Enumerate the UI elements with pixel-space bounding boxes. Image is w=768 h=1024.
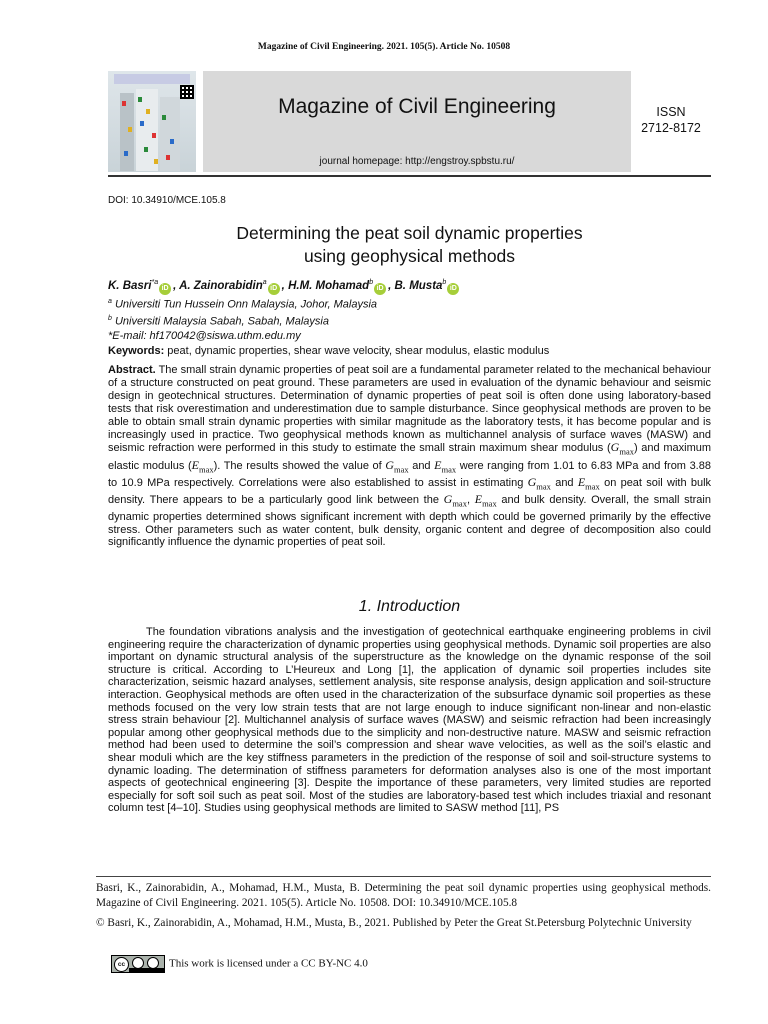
author-sup: a: [262, 279, 267, 286]
article-title: [108, 222, 711, 268]
license-text[interactable]: This work is licensed under a CC BY-NC 4.0: [169, 957, 368, 970]
author-sup: b: [369, 279, 374, 286]
journal-homepage[interactable]: journal homepage: http://engstroy.spbstu.ru/: [319, 156, 515, 167]
affiliation-b: $^b$ Universiti Malaysia Sabah, Sabah, Malaysia: [108, 315, 329, 328]
orcid-icon[interactable]: iD: [268, 283, 280, 295]
author-sep: ,: [388, 279, 395, 292]
author-sup: *a: [151, 279, 159, 286]
issn: [631, 104, 711, 136]
cc-by-nc-badge-icon[interactable]: cc: [111, 955, 165, 973]
corresponding-email[interactable]: *E-mail: hf170042@siswa.uthm.edu.my: [108, 330, 301, 343]
abstract-label: Abstract.: [108, 364, 156, 376]
author-name: H.M. Mohamad: [288, 279, 370, 292]
license-notice: [111, 955, 368, 973]
orcid-icon[interactable]: iD: [374, 283, 386, 295]
issn-number: 2712-8172: [641, 121, 701, 135]
author-sep: ,: [173, 279, 180, 292]
author-name: A. Zainorabidin: [179, 279, 263, 292]
doi[interactable]: DOI: 10.34910/MCE.105.8: [108, 195, 226, 206]
header-divider: [108, 175, 711, 177]
affiliations: [108, 295, 377, 344]
keywords-label: Keywords:: [108, 345, 165, 357]
issn-label: ISSN: [656, 105, 686, 119]
keywords: [108, 345, 711, 357]
article-title-line-2: using geophysical methods: [303, 246, 516, 266]
copyright-text: © Basri, K., Zainorabidin, A., Mohamad, H.M., Musta, B., 2021. Published by Peter the Great St.Petersburg Polytechnic University: [96, 917, 692, 929]
author-sep: ,: [281, 279, 289, 292]
author-name: B. Musta: [394, 279, 443, 292]
author-name: K. Basri: [108, 279, 152, 292]
section-heading-introduction: 1. Introduction: [358, 598, 461, 615]
abstract: Abstract. The small strain dynamic properties of peat soil are a fundamental parameter related to the mechanical behaviour of a structure constructed on peat ground. These parameters are used in evaluation of the dynamic behaviour and seismic design in geotechnical structures. Determination of dynamic properties of peat soil is often done using laboratory-based tests that risk overestimation and underestimation due to sample disturbance. Since geophysical methods are proven to be able to obtain small strain dynamic properties with similar magnitude as the laboratory tests, it has become popular and is increasingly used in practice. Two geophysical methods known as multichannel analysis of surface waves (MASW) and seismic refraction were performed in this study to estimate the small strain maximum shear modulus $(G_{max})$ and maximum elastic modulus $(E_{max})$. The results showed the value of $G_{max}$ and $E_{max}$ were ranging from 1.01 to 6.83 MPa and from 3.88 to 10.9 MPa respectively. Correlations were also established to assist in estimating $G_{max}$ and $E_{max}$ on peat soil with bulk density. There appears to be a particularly good link between the $G_{max}$, $E_{max}$ and bulk density. Overall, the small strain dynamic properties determined shows significant increment with depth which could be governed primarily by the effective stress. Other parameters such as water content, bulk density, organic content and degree of decomposition also could significantly influence the dynamic properties of peat soil.: [108, 364, 712, 549]
affiliation-a: $^a$ Universiti Tun Hussein Onn Malaysia, Johor, Malaysia: [108, 298, 378, 311]
author-list: [108, 279, 461, 295]
journal-banner: [108, 71, 711, 174]
running-head: Magazine of Civil Engineering. 2021. 105(5). Article No. 10508: [257, 42, 511, 52]
qr-code-icon: [180, 85, 194, 99]
journal-title: Magazine of Civil Engineering: [278, 95, 556, 118]
introduction-paragraph: The foundation vibrations analysis and the investigation of geotechnical earthquake engineering problems in civil engineering require the characterization of dynamic properties using geophysical methods. Dynamic soil properties are also important on dynamic structural analysis of the superstructure as the knowledge on the dynamic response of the soil structure is critical. According to L’Heureux and Long [1], the application of dynamic soil properties includes site characterization, seismic hazard analyses, settlement analysis, site response analysis, design application and soil-structure interaction. Geophysical methods are often used in the characterization of the subsurface dynamic soil properties as these methods focused on the very low strain tests that are not large enough to induce significant non-linear and non-elastic stress strain behaviour [2]. Multichannel analysis of surface waves (MASW) and seismic refraction had been increasingly popular among other geophysical methods due to the simplicity and non-destructive nature. MASW and seismic refraction method had been used to determine the soil’s compression and shear wave velocities, as well as the soil’s elastic and shear moduli which are the key stiffness parameters in the prediction of the response of soil and soil-structure systems to dynamic loading. The determination of stiffness parameters for deformation analyses also is one of the most important aspects of geotechnical engineering [3]. Despite the importance of these parameters, very limited studies are reported especially for soft soil such as peat soil. Most of the studies are laboratory-based test which includes triaxial and resonant column test [4–10]. Studies using geophysical methods are limited to SASW method [11], PS: [108, 626, 711, 815]
footer-divider: [96, 876, 711, 877]
orcid-icon[interactable]: iD: [159, 283, 171, 295]
author-sup: b: [442, 279, 447, 286]
citation-text: Basri, K., Zainorabidin, A., Mohamad, H.M., Musta, B. Determining the peat soil dynamic properties using geophysical methods. Magazine of Civil Engineering. 2021. 105(5). Article No. 10508. DOI: 10.34910/MCE.105.8: [96, 882, 711, 909]
article-title-line-1: Determining the peat soil dynamic properties: [236, 223, 583, 243]
journal-title-box: [203, 71, 631, 172]
orcid-icon[interactable]: iD: [447, 283, 459, 295]
keywords-text: peat, dynamic properties, shear wave velocity, shear modulus, elastic modulus: [164, 345, 550, 357]
journal-cover-image: [108, 71, 196, 172]
